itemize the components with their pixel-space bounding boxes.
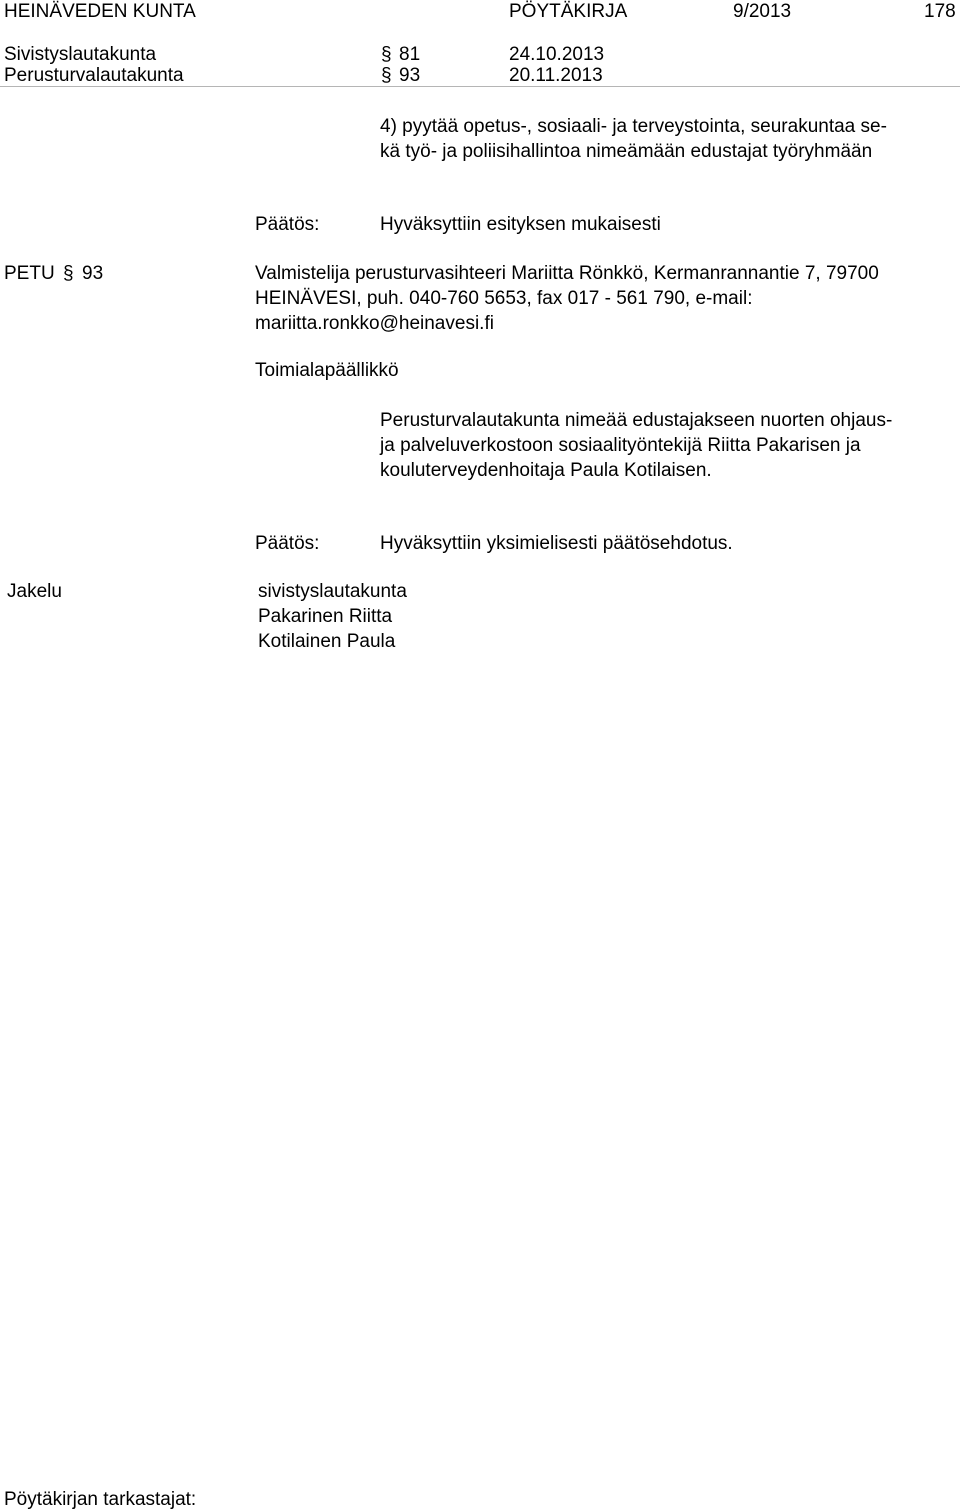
document-type: PÖYTÄKIRJA <box>509 1 628 22</box>
header-divider <box>0 86 960 87</box>
distribution-item: Pakarinen Riitta <box>258 606 393 627</box>
section-number: 81 <box>399 44 421 65</box>
distribution-item: Kotilainen Paula <box>258 631 396 652</box>
inspectors-label: Pöytäkirjan tarkastajat: <box>4 1489 197 1510</box>
petu-label: PETU <box>4 263 55 284</box>
preparer-info: Valmistelija perusturvasihteeri Mariitta Rönkkö, Kermanrannantie 7, 79700 HEINÄVESI, puh. 040-760 5653, fax 017 - 561 790, e-mail: mariitta.ronkko@heinavesi.fi <box>255 263 879 334</box>
board-name-perusturva: Perusturvalautakunta <box>4 65 184 86</box>
proposal-text: Perusturvalautakunta nimeää edustajakseen nuorten ohjaus- ja palveluverkostoon sosiaalityöntekijä Riitta Pakarisen ja kouluterveydenhoitaja Paula Kotilaisen. <box>380 410 893 481</box>
distribution-label: Jakelu <box>7 581 62 602</box>
decision-text: Hyväksyttiin esityksen mukaisesti <box>380 214 661 235</box>
decision-label: Päätös: <box>255 533 320 554</box>
board-name-sivistys: Sivistyslautakunta <box>4 44 157 65</box>
municipality-name: HEINÄVEDEN KUNTA <box>4 1 196 22</box>
section-number: 93 <box>399 65 421 86</box>
meeting-date: 24.10.2013 <box>509 44 605 65</box>
decision-text: Hyväksyttiin yksimielisesti päätösehdotus. <box>380 533 733 554</box>
list-item-4: 4) pyytää opetus-, sosiaali- ja terveystointa, seurakuntaa se- kä työ- ja poliisihallintoa nimeämään edustajat työryhmään <box>380 116 887 162</box>
decision-label: Päätös: <box>255 214 320 235</box>
petu-section-number: 93 <box>82 263 104 284</box>
distribution-item: sivistyslautakunta <box>258 581 407 602</box>
section-symbol: § <box>381 65 392 86</box>
document-number: 9/2013 <box>733 1 792 22</box>
proposer-title: Toimialapäällikkö <box>255 360 399 381</box>
section-symbol: § <box>381 44 392 65</box>
meeting-date: 20.11.2013 <box>509 65 603 86</box>
section-symbol: § <box>63 263 74 284</box>
page-number: 178 <box>924 1 956 22</box>
